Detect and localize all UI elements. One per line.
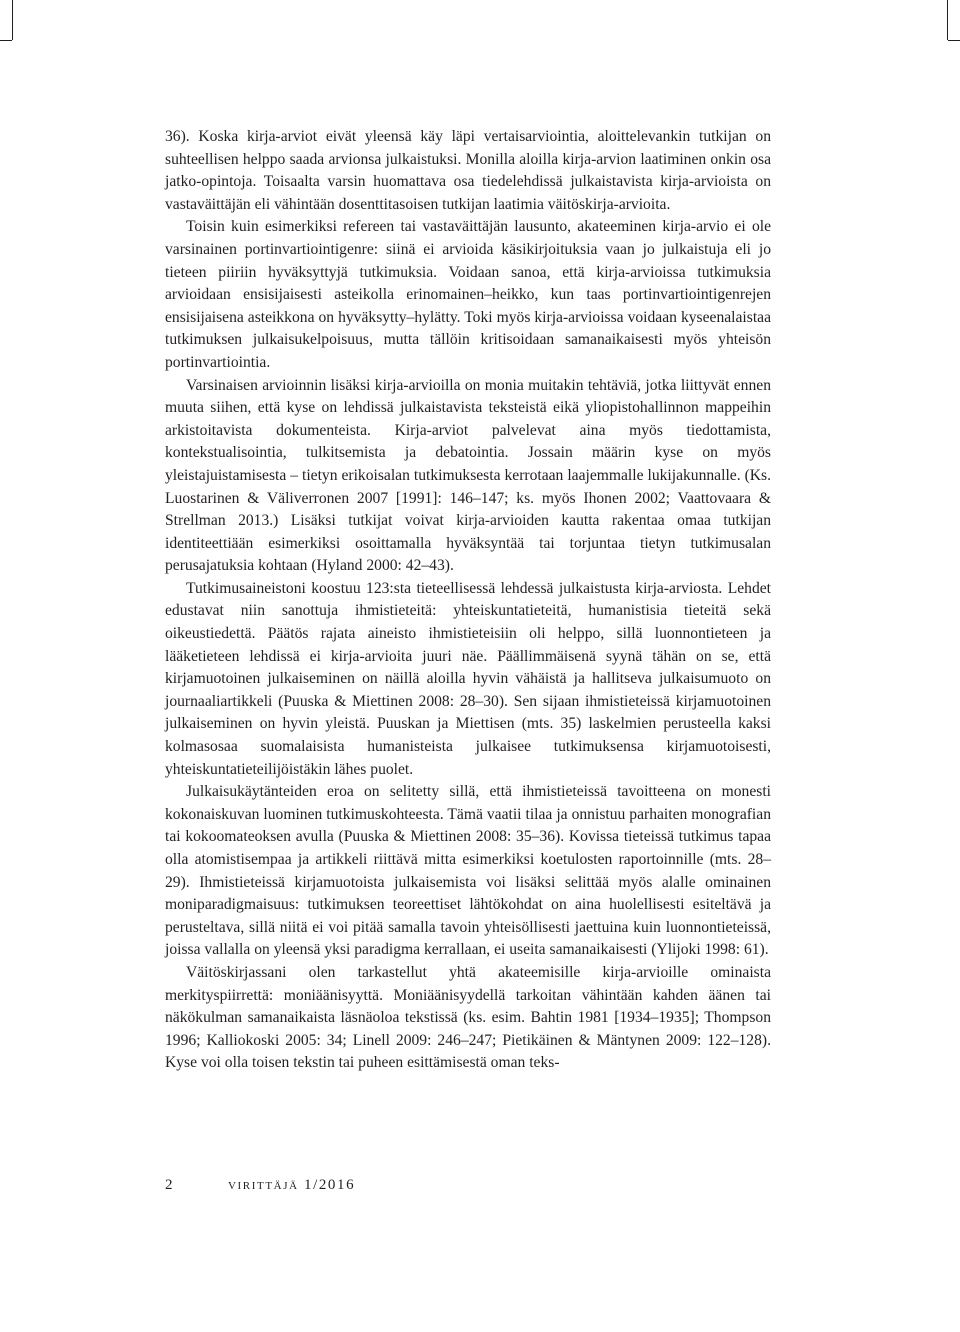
crop-mark-top-right-vertical [947, 0, 948, 40]
journal-name: virittäjä 1/2016 [228, 1177, 356, 1193]
paragraph: Tutkimusaineistoni koostuu 123:sta tieteellisessä lehdessä julkaistusta kirja-arviosta. Lehdet edustavat niin sanottuja ihmistieteitä: yhteiskuntatieteitä, humanistisia tieteitä sekä oikeustiedettä. Päätös rajata aineisto ihmistieteisiin oli helppo, sillä luonnontieteen ja lääketieteen lehdissä ei kirja-arvioita juuri näe. Päällimmäisenä syynä tähän on se, että kirjamuotoinen julkaiseminen on näillä aloilla hyvin vähäistä ja hallitseva julkaisumuoto on journaaliartikkeli (Puuska & Miettinen 2008: 28–30). Sen sijaan ihmistieteissä kirjamuotoinen julkaiseminen on hyvin yleistä. Puuskan ja Miettisen (mts. 35) laskelmien perusteella kaksi kolmasosaa suomalaisista humanisteista julkaisee tutkimuksensa kirjamuotoisesti, yhteiskuntatieteilijöistäkin lähes puolet. [165, 579, 771, 778]
crop-mark-top-right-horizontal [948, 40, 960, 41]
crop-mark-top-left-vertical [12, 0, 13, 40]
page-body [165, 126, 771, 1075]
crop-mark-top-left-horizontal [0, 40, 12, 41]
paragraph: Väitöskirjassani olen tarkastellut yhtä akateemisille kirja-arvioille ominaista merkityspiirrettä: moniäänisyyttä. Moniäänisyydellä tarkoitan vähintään kahden äänen tai näkökulman samanaikaista läsnäoloa tekstissä (ks. esim. Bahtin 1981 [1934–1935]; Thompson 1996; Kalliokoski 2005: 34; Linell 2009: 246–247; Pietikäinen & Mäntynen 2009: 122–128). Kyse voi olla toisen tekstin tai puheen esittämisestä oman teks- [165, 963, 771, 1072]
page-footer [165, 1174, 355, 1196]
paragraph: Varsinaisen arvioinnin lisäksi kirja-arvioilla on monia muitakin tehtäviä, jotka liittyvät ennen muuta siihen, että kyse on lehdissä julkaistavista teksteistä eikä yliopistohallinnon mappeihin arkistoitavista dokumenteista. Kirja-arviot palvelevat aina myös tiedottamista, kontekstualisointia, tulkitsemista ja debatointia. Jossain määrin kyse on myös yleistajuistamisesta – tietyn erikoisalan tutkimuksesta kerrotaan laajemmalle lukijakunnalle. (Ks. Luostarinen & Väliverronen 2007 [1991]: 146–147; ks. myös Ihonen 2002; Vaattovaara & Strellman 2013.) Lisäksi tutkijat voivat kirja-arvioiden kautta rakentaa omaa tutkijan identiteettiään esimerkiksi osoittamalla hyväksyntää tai torjuntaa tietyn tutkimusalan perusajatuksia kohtaan (Hyland 2000: 42–43). [165, 376, 771, 575]
paragraph-continuation: 36). Koska kirja-arviot eivät yleensä käy läpi vertaisarviointia, aloittelevankin tutkijan on suhteellisen helppo saada arvionsa julkaistuksi. Monilla aloilla kirja-arvion laatiminen onkin osa jatko-opintoja. Toisaalta varsin huomattava osa tiedelehdissä julkaistavista kirja-arvioista on vastaväittäjän eli vähintään dosenttitasoisen tutkijan laatimia väitöskirja-arvioita. [165, 128, 771, 213]
page-number: 2 [165, 1177, 173, 1193]
paragraph: Julkaisukäytänteiden eroa on selitetty sillä, että ihmistieteissä tavoitteena on monesti kokonaiskuvan luominen tutkimuskohteesta. Tämä vaatii tilaa ja onnistuu parhaiten monografian tai kokoomateoksen avulla (Puuska & Miettinen 2008: 35–36). Kovissa tieteissä tutkimus tapaa olla atomistisempaa ja artikkeli riittävä mitta esimerkiksi koetulosten raportoinnille (mts. 28–29). Ihmistieteissä kirjamuotoista julkaisemista voi lisäksi selittää myös alalle ominainen moniparadigmaisuus: tutkimuksen teoreettiset lähtökohdat on aina huolellisesti esiteltävä ja perusteltava, sillä niitä ei voi pitää samalla tavoin yhteisöllisesti jaettuina kuin luonnontieteissä, joissa vallalla on yleensä yksi paradigma kerrallaan, ei useita samanaikaisesti (Ylijoki 1998: 61). [165, 783, 771, 959]
paragraph: Toisin kuin esimerkiksi refereen tai vastaväittäjän lausunto, akateeminen kirja-arvio ei ole varsinainen portinvartiointigenre: siinä ei arvioida käsikirjoituksia vaan jo julkaistuja eli jo tieteen piiriin hyväksyttyjä tutkimuksia. Voidaan sanoa, että kirja-arvioissa tutkimuksia arvioidaan ensisijaisesti asteikolla erinomainen–heikko, kun taas portinvartiointigenrejen ensisijaisena asteikkona on hyväksytty–hylätty. Toki myös kirja-arvioissa voidaan kyseenalaistaa tutkimuksen julkaisukelpoisuus, mutta tällöin kritisoidaan samanaikaisesti myös yhteisön portinvartiointia. [165, 218, 771, 371]
